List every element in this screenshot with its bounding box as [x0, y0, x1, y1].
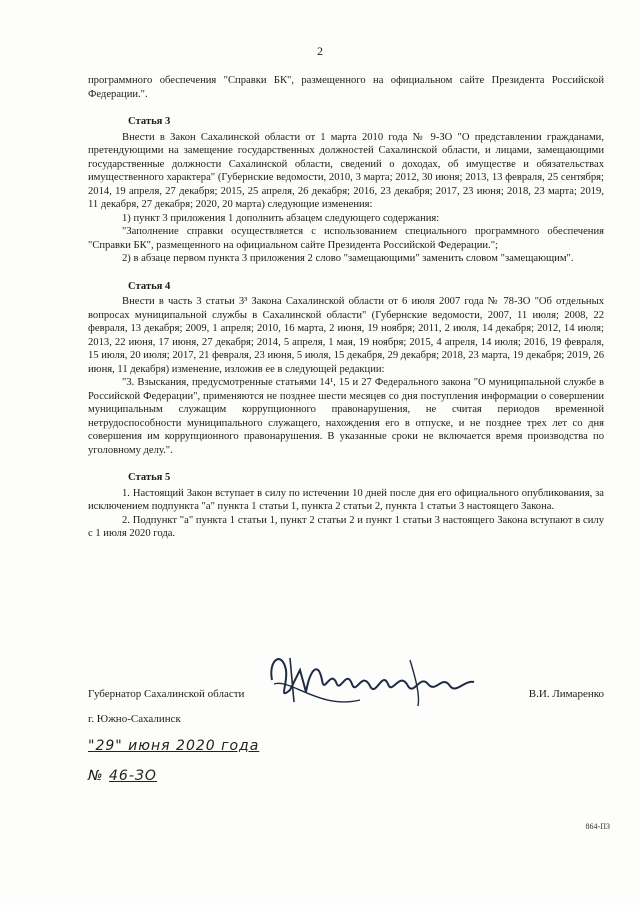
governor-signature	[260, 640, 500, 720]
paragraph: 1. Настоящий Закон вступает в силу по истечении 10 дней после дня его официального опубликования, за исключением подпункта "а" пункта 1 статьи 1, пункта 2 статьи 2, пункта 1 статьи 3 настоящего Закона.	[88, 487, 604, 512]
paragraph: 2. Подпункт "а" пункта 1 статьи 1, пункт 2 статьи 2 и пункт 1 статьи 3 настоящего Закона вступают в силу с 1 июля 2020 года.	[88, 514, 604, 539]
page-number: 2	[317, 44, 323, 58]
number-label: №	[88, 768, 104, 784]
handwritten-number: 46-ЗО	[109, 768, 157, 784]
paragraph: Внести в Закон Сахалинской области от 1 марта 2010 года № 9-ЗО "О представлении гражданами, претендующими на замещение государственных должностей Сахалинской области, и лицами, замещающими государственные должности Сахалинской области, сведений о доходах, об имуществе и обязательствах имущественного характера" (Губернские ведомости, 2010, 3 марта; 2012, 30 июня; 2013, 13 февраля, 25 сентября; 2014, 19 апреля, 27 декабря; 2015, 25 апреля, 26 декабря; 2016, 23 декабря; 2017, 23 июня; 2018, 23 марта; 2019, 11 декабря, 27 декабря; 2020, 20 марта) следующие изменения:	[88, 131, 604, 210]
paragraph: "3. Взыскания, предусмотренные статьями 14¹, 15 и 27 Федерального закона "О муниципальной службе в Российской Федерации", применяются не позднее шести месяцев со дня поступления информации о совершении муниципальным служащим коррупционного правонарушения, не считая периодов временной нетрудоспособности муниципального служащего, нахождения его в отпуске, и не позднее трех лет со дня совершения им коррупционного правонарушения. В указанные сроки не включается время производства по уголовному делу.".	[88, 377, 604, 456]
footer-code: 864-ПЗ	[585, 822, 610, 831]
paragraph: "Заполнение справки осуществляется с использованием специального программного обеспечения "Справки БК", размещенного на официальном сайте Президента Российской Федерации.";	[88, 226, 604, 251]
paragraph: 2) в абзаце первом пункта 3 приложения 2 слово "замещающими" заменить словом "замещающим".	[122, 253, 574, 264]
article-heading: Статья 4	[128, 280, 171, 292]
paragraph: программного обеспечения "Справки БК", размещенного на официальном сайте Президента Российской Федерации.".	[88, 75, 604, 100]
signatory-title: Губернатор Сахалинской области	[88, 688, 245, 700]
document-body	[88, 74, 604, 541]
law-number-line	[88, 768, 157, 784]
article-heading: Статья 3	[128, 116, 171, 127]
paragraph: 1) пункт 3 приложения 1 дополнить абзацем следующего содержания:	[122, 212, 440, 224]
article-heading: Статья 5	[128, 472, 171, 483]
city-line: г. Южно-Сахалинск	[88, 713, 181, 725]
paragraph: Внести в часть 3 статьи 3³ Закона Сахалинской области от 6 июля 2007 года № 78-ЗО "Об отдельных вопросах муниципальной службы в Сахалинской области" (Губернские ведомости, 2007, 11 июля; 2008, 22 февраля, 13 декабря; 2009, 1 апреля; 2010, 16 марта, 2 июня, 19 ноября; 2011, 2 июля, 14 декабря; 2012, 14 июля; 2013, 22 июня, 17 июня, 27 декабря; 2014, 5 апреля, 1 мая, 19 ноября; 2015, 4 апреля, 14 июля; 2016, 19 февраля, 15 июля, 20 июля; 2017, 21 февраля, 23 июня, 5 июля, 15 декабря, 29 декабря; 2018, 23 марта, 19 декабря; 2019, 26 июня, 11 декабря) изменение, изложив ее в следующей редакции:	[88, 296, 604, 375]
handwritten-date: "29" июня 2020 года	[88, 738, 260, 754]
signatory-name: В.И. Лимаренко	[528, 688, 604, 700]
